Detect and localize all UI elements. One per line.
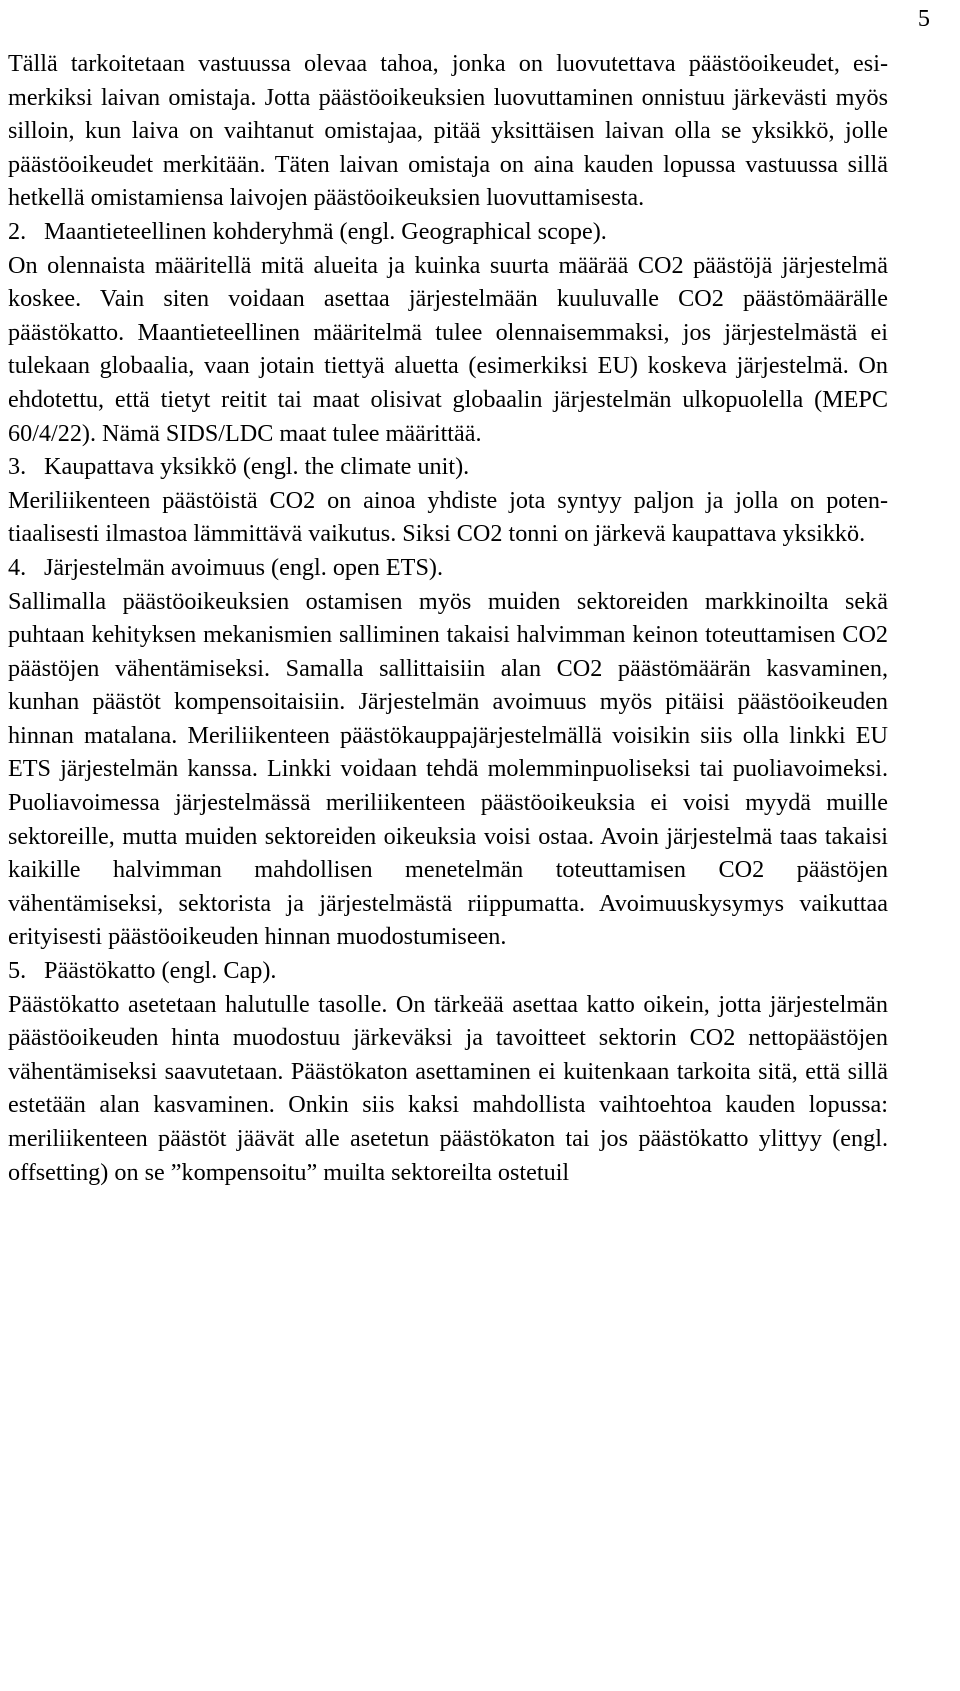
paragraph-open-ets: Sallimalla päästöoikeuksien ostamisen myös muiden sektoreiden markkinoilta sekä puhtaan kehityksen mekanismien salliminen takaisi halvimman keinon toteuttamisen CO2 päästöjen vähentämiseksi. Samalla sallittaisiin alan CO2 päästömäärän kasvaminen, kunhan päästöt kompensoitaisiin. Järjestelmän avoimuus myös pitäisi päästöoikeuden hinnan matalana. Meriliikenteen päästökauppajärjestelmällä voisikin siis olla linkki EU ETS järjestelmän kanssa. Linkki voidaan tehdä molemminpuoliseksi tai puoliavoimeksi. Puoliavoimessa järjestelmässä meriliikenteen päästöoikeuksia ei voisi myydä muille sektoreille, mutta muiden sektoreiden oikeuksia voisi ostaa. Avoin järjestelmä taas takaisi kaikille halvimman mahdollisen menetelmän toteuttamisen CO2 päästöjen vähentämiseksi, sektorista ja järjestelmästä riippumatta. Avoimuuskysymys vaikuttaa erityisesti päästöoikeuden hinnan muodostumiseen. [8,587,888,951]
section-title: Kaupattava yksikkö (engl. the climate unit). [44,453,470,481]
page-content [8,47,888,1189]
page-number: 5 [917,5,930,32]
section-heading-open-ets [8,551,888,585]
section-title: Maantieteellinen kohderyhmä (engl. Geographical scope). [44,217,607,245]
paragraph-geographical-scope: On olennaista määritellä mitä alueita ja kuinka suurta määrää CO2 päästöjä järjestelmä koskee. Vain siten voidaan asettaa järjestelmään kuuluvalle CO2 päästömäärälle päästökatto. Maantieteellinen määritelmä tulee olennaisemmaksi, jos järjestelmästä ei tulekaan globaalia, vaan jotain tiettyä aluetta (esimerkiksi EU) koskeva järjestelmä. On ehdotettu, että tietyt reitit tai maat olisivat globaalin järjestelmän ulkopuolella (MEPC 60/4/22). Nämä SIDS/LDC maat tulee määrittää. [8,251,888,447]
paragraph-climate-unit: Meriliikenteen päästöistä CO2 on ainoa yhdiste jota syntyy paljon ja jolla on potentiaalisesti ilmastoa lämmittävä vaikutus. Siksi CO2 tonni on järkevä kaupattava yksikkö. [8,486,888,548]
section-number: 2. [8,217,27,245]
section-number: 3. [8,453,27,481]
paragraph-responsible-party: Tällä tarkoitetaan vastuussa olevaa tahoa, jonka on luovutettava päästöoikeudet, esimerkiksi laivan omistaja. Jotta päästöoikeuksien luovuttaminen onnistuu järkevästi myös silloin, kun laiva on vaihtanut omistajaa, pitää yksittäisen laivan olla se yksikkö, jolle päästöoikeudet merkitään. Täten laivan omistaja on aina kauden lopussa vastuussa sillä hetkellä omistamiensa laivojen päästöoikeuksien luovuttamisesta. [8,50,888,212]
section-title: Järjestelmän avoimuus (engl. open ETS). [44,553,443,581]
section-heading-climate-unit [8,450,888,484]
paragraph-cap: Päästökatto asetetaan halutulle tasolle. On tärkeää asettaa katto oikein, jotta järjestelmän päästöoikeuden hinta muodostuu järkeväksi ja tavoitteet sektorin CO2 nettopäästöjen vähentämiseksi saavutetaan. Päästökaton asettaminen ei kuitenkaan tarkoita sitä, että sillä estetään alan kasvaminen. Onkin siis kaksi mahdollista vaihtoehtoa kauden lopussa: meriliikenteen päästöt jäävät alle asetetun päästökaton tai jos päästökatto ylittyy (engl. offsetting) on se ”kompensoitu” muilta sektoreilta ostetuil [8,990,888,1186]
section-title: Päästökatto (engl. Cap). [44,957,277,985]
section-heading-geographical-scope [8,215,888,249]
section-heading-cap [8,954,888,988]
section-number: 5. [8,957,27,985]
section-number: 4. [8,553,27,581]
